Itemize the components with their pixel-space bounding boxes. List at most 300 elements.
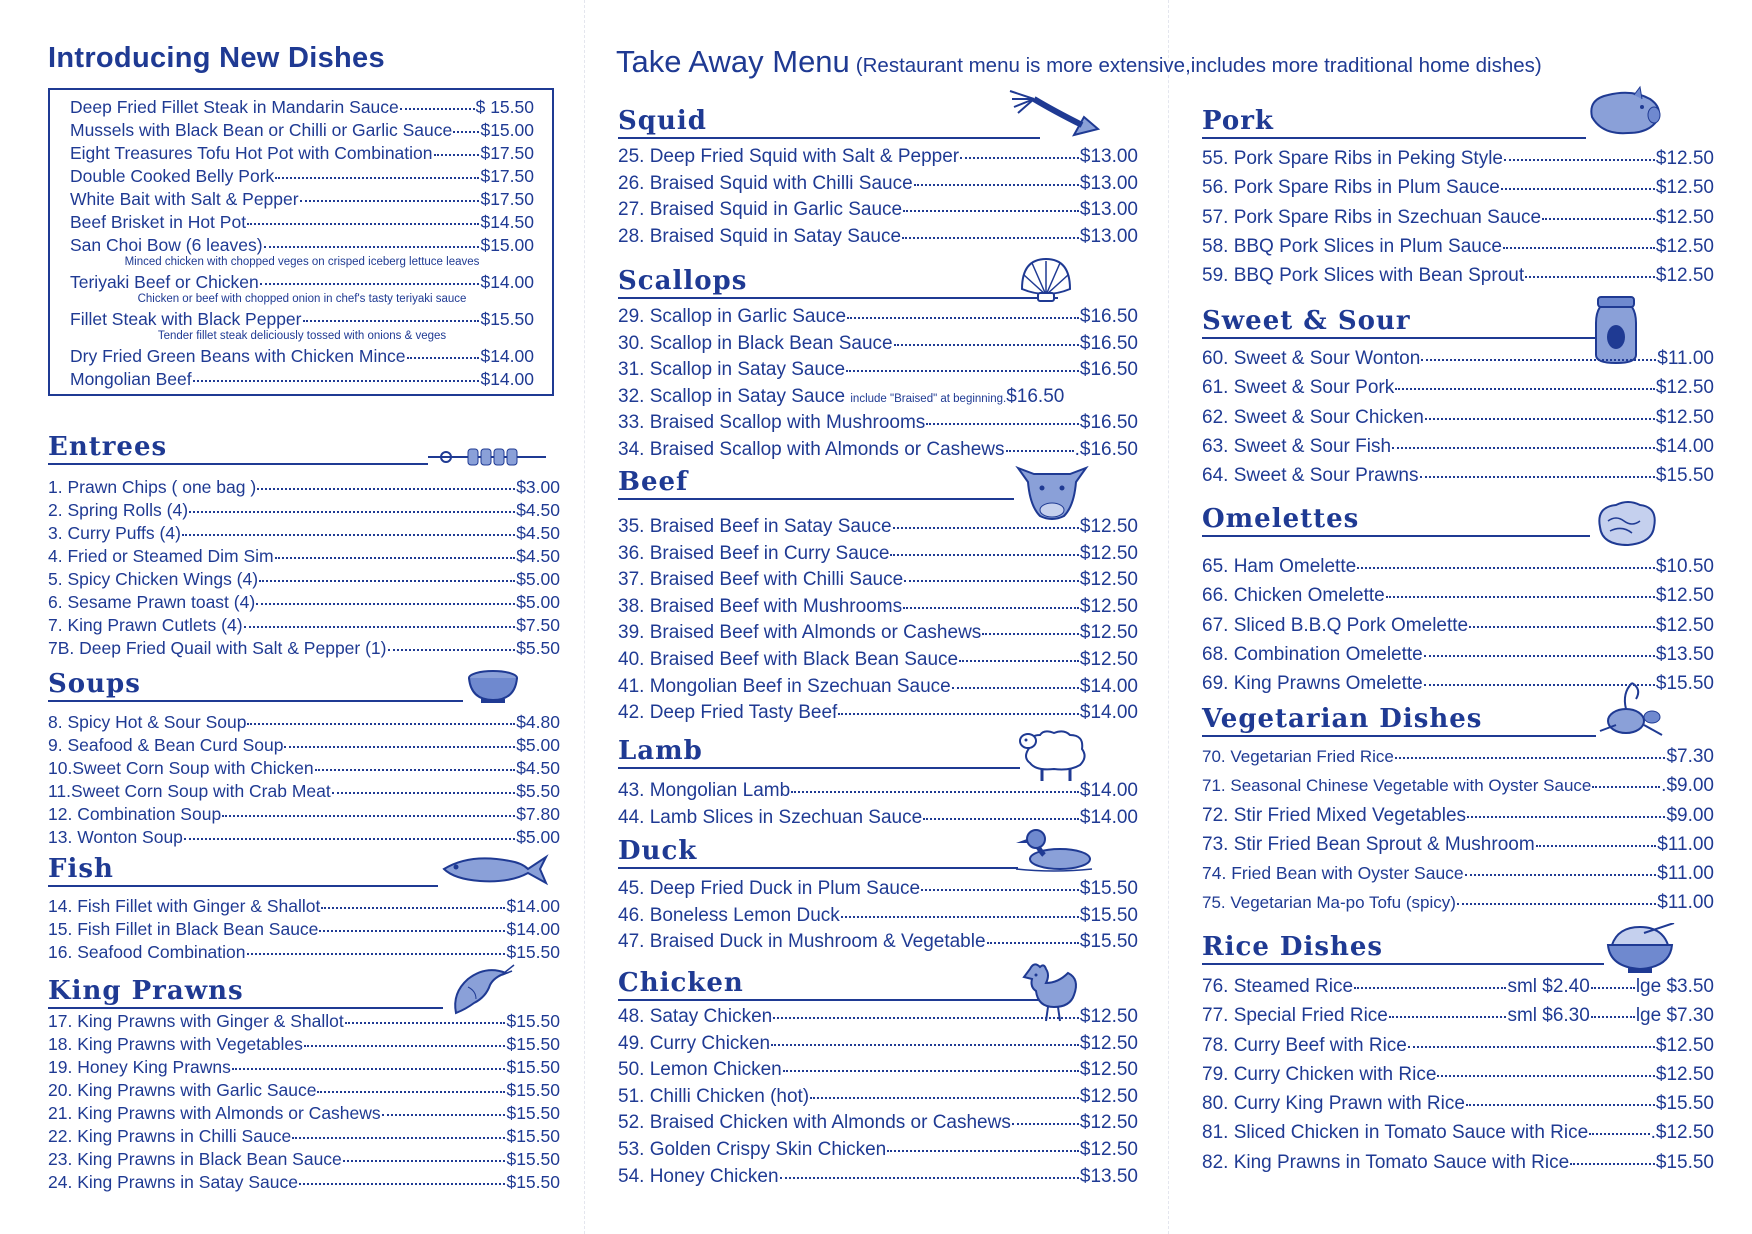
- item-price: $4.50: [516, 523, 560, 543]
- item-price: $15.50: [506, 1149, 560, 1169]
- section-rule: [618, 867, 1018, 869]
- dot-leader: [773, 1017, 1079, 1019]
- menu-item: [618, 1137, 1138, 1164]
- dot-leader: [256, 603, 515, 605]
- item-name: 43. Mongolian Lamb: [618, 780, 791, 801]
- item-price: $15.50: [1655, 1093, 1714, 1115]
- dot-leader: [926, 423, 1079, 425]
- menu-item: [48, 941, 560, 964]
- dot-leader: [232, 1068, 506, 1070]
- menu-item: [48, 522, 560, 545]
- menu-item: [48, 591, 560, 614]
- dot-leader: [780, 1177, 1079, 1179]
- dot-leader: [1425, 418, 1655, 420]
- dot-leader: [1503, 247, 1655, 249]
- item-price: $5.50: [516, 781, 560, 801]
- dot-leader: [388, 649, 516, 651]
- section-header: [1202, 928, 1714, 966]
- item-price: $ 15.50: [475, 97, 534, 117]
- section-scallops: [618, 262, 1138, 464]
- dot-leader: [382, 1114, 506, 1116]
- item-name: 81. Sliced Chicken in Tomato Sauce with Rice: [1202, 1122, 1589, 1144]
- item-name: 58. BBQ Pork Slices in Plum Sauce: [1202, 235, 1502, 257]
- item-name: 17. King Prawns with Ginger & Shallot: [48, 1011, 344, 1031]
- item-name: Double Cooked Belly Pork: [70, 166, 275, 186]
- takeaway-title: Take Away Menu: [616, 44, 850, 79]
- item-price: $13.00: [1079, 146, 1138, 167]
- menu-item: [1202, 742, 1714, 771]
- menu-item: [1202, 432, 1714, 461]
- item-name: 71. Seasonal Chinese Vegetable with Oyster Sauce: [1202, 776, 1592, 796]
- new-dish-item: [70, 188, 534, 211]
- item-price: $15.50: [1079, 904, 1138, 926]
- dot-leader: [771, 1044, 1079, 1046]
- menu-item: [48, 545, 560, 568]
- item-name: 3. Curry Puffs (4): [48, 523, 181, 543]
- item-price: .$16.50: [1074, 438, 1138, 460]
- menu-item: [618, 197, 1138, 224]
- item-name: 51. Chilli Chicken (hot): [618, 1085, 810, 1107]
- menu-item: [48, 614, 560, 637]
- item-price: $7.30: [1666, 746, 1714, 767]
- menu-item: [618, 1110, 1138, 1137]
- dot-leader: [1570, 1163, 1655, 1165]
- dot-leader: [903, 607, 1079, 609]
- dot-leader: [247, 953, 506, 955]
- section-title: Pork: [1202, 106, 1274, 136]
- dot-leader: [299, 1183, 505, 1185]
- dot-leader: [300, 200, 480, 202]
- item-price: $12.50: [1655, 377, 1714, 399]
- dot-leader: [783, 1070, 1079, 1072]
- menu-item: [618, 384, 1138, 411]
- item-name: Fillet Steak with Black Pepper: [70, 309, 302, 329]
- menu-item: [1202, 1060, 1714, 1089]
- dot-leader: [1591, 987, 1635, 989]
- item-price: $16.50: [1079, 412, 1138, 434]
- item-price: $4.50: [516, 546, 560, 566]
- dot-leader: [1525, 276, 1655, 278]
- item-name: 67. Sliced B.B.Q Pork Omelette: [1202, 614, 1469, 636]
- section-soups: [48, 665, 560, 849]
- item-price: $15.50: [1655, 465, 1714, 487]
- section-title: Rice Dishes: [1202, 932, 1384, 962]
- item-name: Deep Fried Fillet Steak in Mandarin Sauce: [70, 97, 399, 117]
- item-price: $13.50: [1655, 643, 1714, 665]
- item-price: $15.50: [506, 942, 560, 962]
- item-name: 56. Pork Spare Ribs in Plum Sauce: [1202, 177, 1500, 199]
- menu-item: [1202, 771, 1714, 800]
- item-name: Beef Brisket in Hot Pot: [70, 212, 247, 232]
- menu-item: [48, 826, 560, 849]
- dot-leader: [292, 1137, 505, 1139]
- menu-item: [48, 803, 560, 826]
- item-price: $12.50: [1655, 177, 1714, 199]
- item-price: $15.50: [506, 1103, 560, 1123]
- item-name: 45. Deep Fried Duck in Plum Sauce: [618, 878, 921, 899]
- section-title: Duck: [618, 836, 698, 866]
- menu-item: [1202, 1031, 1714, 1060]
- menu-item: [1202, 640, 1714, 669]
- menu-item: [618, 357, 1138, 384]
- item-price: $16.50: [1079, 359, 1138, 381]
- menu-item: [48, 1102, 560, 1125]
- dot-leader: [303, 320, 480, 322]
- item-name: 69. King Prawns Omelette: [1202, 673, 1423, 695]
- dot-leader: [247, 723, 515, 725]
- dot-leader: [791, 791, 1079, 793]
- omelette-icon: [1592, 497, 1662, 558]
- new-dish-item: [70, 96, 534, 119]
- menu-item: [618, 620, 1138, 647]
- section-title: Fish: [48, 854, 114, 884]
- cow-icon: [1014, 460, 1090, 527]
- dish-description: Minced chicken with chopped veges on crisped iceberg lettuce leaves: [124, 256, 480, 268]
- squid-icon: [1004, 89, 1104, 146]
- item-price: $10.50: [1655, 556, 1714, 577]
- dot-leader: [1589, 1133, 1649, 1135]
- item-price: $12.50: [1079, 542, 1138, 564]
- item-price: $14.00: [1079, 806, 1138, 828]
- item-price: $12.50: [1079, 595, 1138, 617]
- dot-leader: [259, 580, 515, 582]
- menu-item: [1202, 1001, 1714, 1030]
- item-name: 19. Honey King Prawns: [48, 1057, 231, 1077]
- item-price: $12.50: [1655, 148, 1714, 169]
- menu-item: [1202, 581, 1714, 610]
- menu-item: [48, 1171, 560, 1194]
- item-name: 52. Braised Chicken with Almonds or Cashews: [618, 1112, 1011, 1134]
- item-price: $15.00: [480, 120, 534, 140]
- dot-leader: [247, 223, 479, 225]
- menu-item: [618, 567, 1138, 594]
- item-price: $16.50: [1079, 332, 1138, 354]
- item-price-small: sml $2.40: [1507, 976, 1590, 997]
- item-price: $13.50: [1079, 1165, 1138, 1187]
- item-price: lge $3.50: [1635, 976, 1714, 997]
- new-dish-item: [70, 119, 534, 142]
- dot-leader: [893, 527, 1079, 529]
- item-name: 13. Wonton Soup: [48, 827, 183, 847]
- item-name: 22. King Prawns in Chilli Sauce: [48, 1126, 292, 1146]
- item-name: 54. Honey Chicken: [618, 1165, 779, 1187]
- item-name: 68. Combination Omelette: [1202, 643, 1423, 665]
- menu-item: [618, 144, 1138, 171]
- dot-leader: [1012, 1123, 1079, 1125]
- menu-item: [1202, 173, 1714, 202]
- menu-item: [48, 1056, 560, 1079]
- sheep-icon: [1014, 727, 1094, 788]
- item-price: $14.00: [506, 896, 560, 916]
- item-name: 14. Fish Fillet with Ginger & Shallot: [48, 896, 321, 916]
- item-name: 50. Lemon Chicken: [618, 1059, 782, 1081]
- item-name: 41. Mongolian Beef in Szechuan Sauce: [618, 675, 951, 697]
- menu-item: [1202, 144, 1714, 173]
- menu-item: [1202, 801, 1714, 830]
- dot-leader: [1501, 188, 1655, 190]
- item-name: 48. Satay Chicken: [618, 1006, 773, 1027]
- section-fish: [48, 850, 560, 964]
- dot-leader: [959, 660, 1079, 662]
- item-price: $14.00: [480, 369, 534, 389]
- dot-leader: [1591, 1016, 1635, 1018]
- item-price: $9.00: [1666, 804, 1714, 826]
- item-name: 24. King Prawns in Satay Sauce: [48, 1172, 299, 1192]
- item-name: 49. Curry Chicken: [618, 1032, 771, 1054]
- dot-leader: [434, 154, 480, 156]
- item-name: 4. Fried or Steamed Dim Sim: [48, 546, 274, 566]
- section-header: [48, 850, 560, 888]
- item-name: 15. Fish Fillet in Black Bean Sauce: [48, 919, 319, 939]
- menu-item: [1202, 203, 1714, 232]
- menu-item: [1202, 830, 1714, 859]
- item-name: 20. King Prawns with Garlic Sauce: [48, 1080, 317, 1100]
- item-price: $12.50: [1655, 614, 1714, 636]
- item-price: $13.00: [1079, 225, 1138, 247]
- dot-leader: [921, 889, 1079, 891]
- item-name: 30. Scallop in Black Bean Sauce: [618, 332, 893, 354]
- item-price: $11.00: [1657, 833, 1714, 855]
- section-rule: [1202, 137, 1586, 139]
- item-price: $11.00: [1657, 892, 1714, 914]
- dot-leader: [904, 580, 1079, 582]
- item-name: 61. Sweet & Sour Pork: [1202, 377, 1395, 399]
- item-name: 39. Braised Beef with Almonds or Cashews: [618, 622, 982, 644]
- item-name: 57. Pork Spare Ribs in Szechuan Sauce: [1202, 206, 1542, 228]
- section-header: [618, 732, 1138, 770]
- new-dishes-box: [48, 88, 554, 396]
- section-title: King Prawns: [48, 976, 244, 1006]
- section-rice: [1202, 928, 1714, 1177]
- item-name: 34. Braised Scallop with Almonds or Cashews: [618, 438, 1005, 460]
- dot-leader: [952, 687, 1079, 689]
- dot-leader: [846, 370, 1079, 372]
- dot-leader: [264, 246, 480, 248]
- menu-item: [618, 876, 1138, 903]
- item-price: $14.50: [480, 212, 534, 232]
- item-price: $15.50: [506, 1057, 560, 1077]
- item-name: 25. Deep Fried Squid with Salt & Pepper: [618, 146, 960, 167]
- item-name: 18. King Prawns with Vegetables: [48, 1034, 303, 1054]
- menu-item: [48, 1079, 560, 1102]
- item-name: San Choi Bow (6 leaves): [70, 235, 263, 255]
- menu-item: [48, 757, 560, 780]
- item-name: Mussels with Black Bean or Chilli or Garlic Sauce: [70, 120, 453, 140]
- item-price: $17.50: [480, 166, 534, 186]
- item-price: $14.00: [1079, 702, 1138, 724]
- dot-leader: [400, 108, 475, 110]
- menu-item: [1202, 1148, 1714, 1177]
- item-price: $12.50: [1079, 569, 1138, 591]
- section-header: [618, 262, 1138, 300]
- item-name: Teriyaki Beef or Chicken: [70, 272, 259, 292]
- section-lamb: [618, 732, 1138, 831]
- item-price: $17.50: [480, 143, 534, 163]
- fold-line-left: [584, 0, 585, 1234]
- dot-leader: [182, 534, 515, 536]
- menu-item: [48, 568, 560, 591]
- section-chicken: [618, 964, 1138, 1190]
- item-price: $12.50: [1079, 1006, 1138, 1027]
- dot-leader: [987, 942, 1079, 944]
- section-title: Soups: [48, 669, 141, 699]
- menu-item: [1202, 1118, 1714, 1147]
- item-name: 32. Scallop in Satay Sauce: [618, 385, 846, 407]
- dot-leader: [304, 1045, 506, 1047]
- item-price: $5.00: [516, 827, 560, 847]
- item-price: $12.50: [1079, 1032, 1138, 1054]
- section-rule: [618, 297, 1058, 299]
- dot-leader: [923, 818, 1079, 820]
- item-price: $4.50: [516, 500, 560, 520]
- item-name: 36. Braised Beef in Curry Sauce: [618, 542, 890, 564]
- section-title: Lamb: [618, 736, 703, 766]
- item-name: 8. Spicy Hot & Sour Soup: [48, 712, 247, 732]
- item-price-small: sml $6.30: [1507, 1005, 1590, 1027]
- section-title: Scallops: [618, 266, 748, 296]
- menu-item: [48, 918, 560, 941]
- menu-item: [618, 647, 1138, 674]
- item-price: $12.50: [1655, 1034, 1714, 1056]
- item-price: $14.00: [480, 346, 534, 366]
- dot-leader: [810, 1097, 1079, 1099]
- dot-leader: [960, 157, 1079, 159]
- menu-item: [48, 1148, 560, 1171]
- section-header: [618, 964, 1138, 1002]
- item-name: 42. Deep Fried Tasty Beef: [618, 702, 838, 724]
- menu-item: [1202, 611, 1714, 640]
- item-name: 82. King Prawns in Tomato Sauce with Rice: [1202, 1151, 1570, 1173]
- item-price: $12.50: [1655, 1063, 1714, 1085]
- item-price: $4.50: [516, 758, 560, 778]
- takeaway-subtitle: (Restaurant menu is more extensive,includes more traditional home dishes): [855, 54, 1542, 77]
- dot-leader: [222, 815, 515, 817]
- section-title: Chicken: [618, 968, 744, 998]
- item-name: 6. Sesame Prawn toast (4): [48, 592, 256, 612]
- dot-leader: [903, 210, 1079, 212]
- dot-leader: [1536, 845, 1657, 847]
- section-rule: [618, 999, 1042, 1001]
- duck-icon: [1014, 825, 1094, 878]
- section-omelettes: [1202, 500, 1714, 698]
- menu-item: [618, 171, 1138, 198]
- section-title: Beef: [618, 467, 689, 497]
- dot-leader: [407, 357, 480, 359]
- section-title: Omelettes: [1202, 504, 1360, 534]
- vegetable-icon: [1592, 681, 1666, 746]
- item-price: $15.50: [506, 1011, 560, 1031]
- item-price: $15.50: [480, 309, 534, 329]
- dish-description: Tender fillet steak deliciously tossed with onions & veges: [157, 330, 447, 342]
- item-price: $14.00: [1079, 780, 1138, 801]
- item-name: 72. Stir Fried Mixed Vegetables: [1202, 804, 1467, 826]
- item-name: 63. Sweet & Sour Fish: [1202, 435, 1392, 457]
- menu-item: [1202, 461, 1714, 490]
- fish-icon: [440, 851, 550, 892]
- menu-item: [1202, 373, 1714, 402]
- menu-item: [48, 476, 560, 499]
- dot-leader: [319, 930, 505, 932]
- item-name: 38. Braised Beef with Mushrooms: [618, 595, 903, 617]
- dot-leader: [838, 713, 1079, 715]
- new-dish-item: [70, 165, 534, 188]
- item-price: $12.50: [1079, 1059, 1138, 1081]
- item-name: 27. Braised Squid in Garlic Sauce: [618, 199, 903, 221]
- section-header: [618, 832, 1138, 870]
- item-price: .$9.00: [1661, 775, 1714, 797]
- pig-icon: [1584, 85, 1664, 146]
- menu-item: [618, 1031, 1138, 1058]
- dot-leader: [1424, 655, 1655, 657]
- item-price: $16.50: [1079, 306, 1138, 327]
- dot-leader: [1504, 159, 1655, 161]
- menu-item: [1202, 232, 1714, 261]
- dot-leader: [193, 380, 480, 382]
- item-name: 65. Ham Omelette: [1202, 556, 1357, 577]
- section-rule: [1202, 337, 1598, 339]
- item-name: 55. Pork Spare Ribs in Peking Style: [1202, 148, 1503, 169]
- menu-item: [618, 700, 1138, 727]
- item-name: 35. Braised Beef in Satay Sauce: [618, 516, 892, 537]
- new-dish-item: [70, 271, 534, 294]
- section-header: [1202, 500, 1714, 538]
- item-name: 33. Braised Scallop with Mushrooms: [618, 412, 926, 434]
- item-name: 2. Spring Rolls (4): [48, 500, 189, 520]
- section-rule: [1202, 535, 1590, 537]
- item-name: 11.Sweet Corn Soup with Crab Meat: [48, 781, 331, 801]
- menu-item: [618, 903, 1138, 930]
- dot-leader: [1395, 388, 1655, 390]
- item-name: 53. Golden Crispy Skin Chicken: [618, 1138, 887, 1160]
- section-entrees: [48, 428, 560, 660]
- dot-leader: [890, 554, 1078, 556]
- item-name: 62. Sweet & Sour Chicken: [1202, 406, 1424, 428]
- new-dish-item: [70, 368, 534, 391]
- dot-leader: [1354, 987, 1506, 989]
- menu-item: [1202, 403, 1714, 432]
- dot-leader: [914, 184, 1079, 186]
- item-name: 80. Curry King Prawn with Rice: [1202, 1093, 1465, 1115]
- item-price: $11.00: [1657, 348, 1714, 369]
- item-price: $14.00: [506, 919, 560, 939]
- menu-item: [618, 224, 1138, 251]
- item-price: $7.80: [516, 804, 560, 824]
- dot-leader: [1408, 1046, 1655, 1048]
- menu-item: [1202, 859, 1714, 888]
- dot-leader: [1392, 447, 1655, 449]
- item-price: $15.50: [506, 1080, 560, 1100]
- item-name: 70. Vegetarian Fried Rice: [1202, 747, 1394, 766]
- section-header: [1202, 102, 1714, 140]
- dot-leader: [1421, 359, 1656, 361]
- item-name: 74. Fried Bean with Oyster Sauce: [1202, 863, 1464, 884]
- new-dishes-title: Introducing New Dishes: [48, 42, 385, 74]
- menu-item: [618, 331, 1138, 358]
- section-header: [618, 102, 1138, 140]
- item-price: $7.50: [516, 615, 560, 635]
- dot-leader: [343, 1160, 506, 1162]
- menu-item: [48, 1125, 560, 1148]
- dot-leader: [244, 626, 516, 628]
- menu-item: [618, 541, 1138, 568]
- section-rule: [48, 885, 438, 887]
- dot-leader: [321, 907, 505, 909]
- dot-leader: [260, 283, 480, 285]
- dot-leader: [1466, 1104, 1655, 1106]
- item-name: 76. Steamed Rice: [1202, 976, 1354, 997]
- new-dish-item: [70, 211, 534, 234]
- item-price: $12.50: [1079, 516, 1138, 537]
